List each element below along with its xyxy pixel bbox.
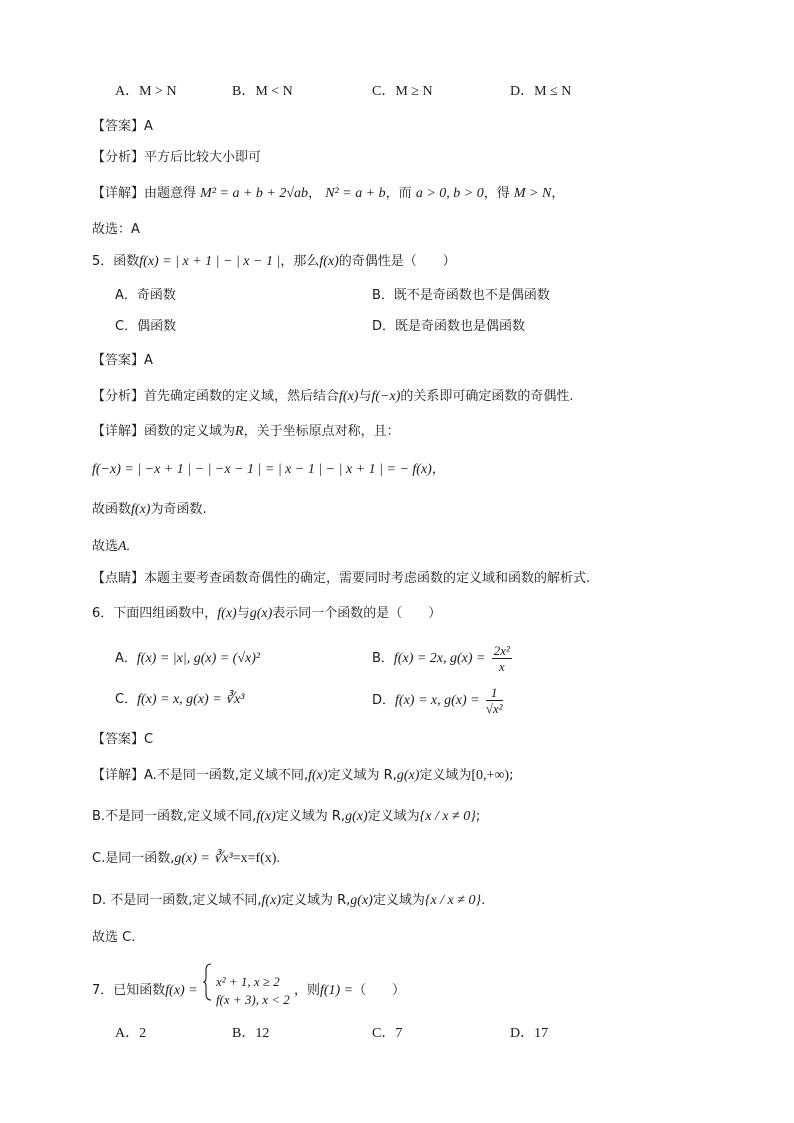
q6-option-c: C．f(x) = x, g(x) = ∛x³ — [115, 692, 245, 707]
q5-option-d: D．既是奇函数也是偶函数 — [372, 319, 526, 334]
q7-piecewise: x² + 1, x ≥ 2 f(x + 3), x < 2 — [215, 973, 290, 1007]
q6-detail-c: C.是同一函数,g(x) = ∛x³=x=f(x). — [92, 851, 280, 866]
q4-analysis: 【分析】平方后比较大小即可 — [92, 150, 262, 165]
q4-choose: 故选：A — [92, 222, 140, 237]
q7-brace-icon — [202, 962, 212, 1019]
q7-option-b: B．12 — [232, 1026, 270, 1041]
q4-detail: 【详解】由题意得 M² = a + b + 2√ab， N² = a + b，而 a > 0, b > 0，得 M > N， — [92, 186, 565, 201]
q6-option-d-fraction: $\frac{1}{\text{√x²}}$ — [485, 685, 503, 716]
q4-option-b: B．M < N — [232, 84, 293, 99]
q6-detail-a: 【详解】A.不是同一函数,定义域不同,f(x)定义域为 R,g(x)定义域为[0,+∞); — [92, 768, 514, 783]
q5-option-c: C．偶函数 — [115, 319, 177, 334]
q6-option-b-fraction: $\frac{\text{2x²}}{x}$ — [493, 643, 510, 674]
q7-stem: 7．已知函数f(x) = x² + 1, x ≥ 2 f(x + 3), x < 2 ，则f(1) =（ ） — [92, 962, 405, 1019]
q7-option-a: A．2 — [115, 1026, 147, 1041]
q4-option-c: C．M ≥ N — [372, 84, 433, 99]
q5-stem: 5．函数f(x) = | x + 1 | − | x − 1 |，那么f(x)的奇偶性是（ ） — [92, 254, 456, 269]
q5-formula: f(−x) = | −x + 1 | − | −x − 1 | = | x − 1 | − | x + 1 | = − f(x)， — [92, 462, 445, 477]
q5-option-b: B．既不是奇函数也不是偶函数 — [372, 288, 550, 303]
q7-option-c: C．7 — [372, 1026, 403, 1041]
q6-option-a: A．f(x) = |x|, g(x) = (√x)² — [115, 651, 261, 666]
q5-choose: 故选A. — [92, 539, 131, 554]
q4-option-a: A．M > N — [115, 84, 177, 99]
q4-option-d: D．M ≤ N — [510, 84, 572, 99]
q6-detail-b: B.不是同一函数,定义域不同,f(x)定义域为 R,g(x)定义域为{x / x ≠ 0}; — [92, 809, 481, 824]
q6-option-b: B．f(x) = 2x, g(x) = $\frac{\text{2x²}}{x}$ — [372, 643, 510, 674]
q5-option-a: A．奇函数 — [115, 288, 176, 303]
q4-answer: 【答案】A — [92, 119, 153, 134]
q6-choose: 故选 C. — [92, 930, 136, 945]
q6-stem: 6．下面四组函数中，f(x)与g(x)表示同一个函数的是（ ） — [92, 606, 442, 621]
q5-tip: 【点睛】本题主要考查函数奇偶性的确定，需要同时考虑函数的定义域和函数的解析式. — [92, 571, 591, 586]
q6-option-d: D．f(x) = x, g(x) = $\frac{1}{\text{√x²}}$ — [372, 685, 503, 716]
q6-detail-d: D. 不是同一函数,定义域不同,f(x)定义域为 R,g(x)定义域为{x / x ≠ 0}. — [92, 893, 486, 908]
q5-detail: 【详解】函数的定义域为R，关于坐标原点对称，且： — [92, 424, 400, 439]
q5-analysis: 【分析】首先确定函数的定义域，然后结合f(x)与f(−x)的关系即可确定函数的奇偶性. — [92, 389, 574, 404]
q5-conclusion: 故函数f(x)为奇函数. — [92, 502, 207, 517]
q6-answer: 【答案】C — [92, 732, 154, 747]
q7-option-d: D．17 — [510, 1026, 549, 1041]
q5-answer: 【答案】A — [92, 353, 153, 368]
